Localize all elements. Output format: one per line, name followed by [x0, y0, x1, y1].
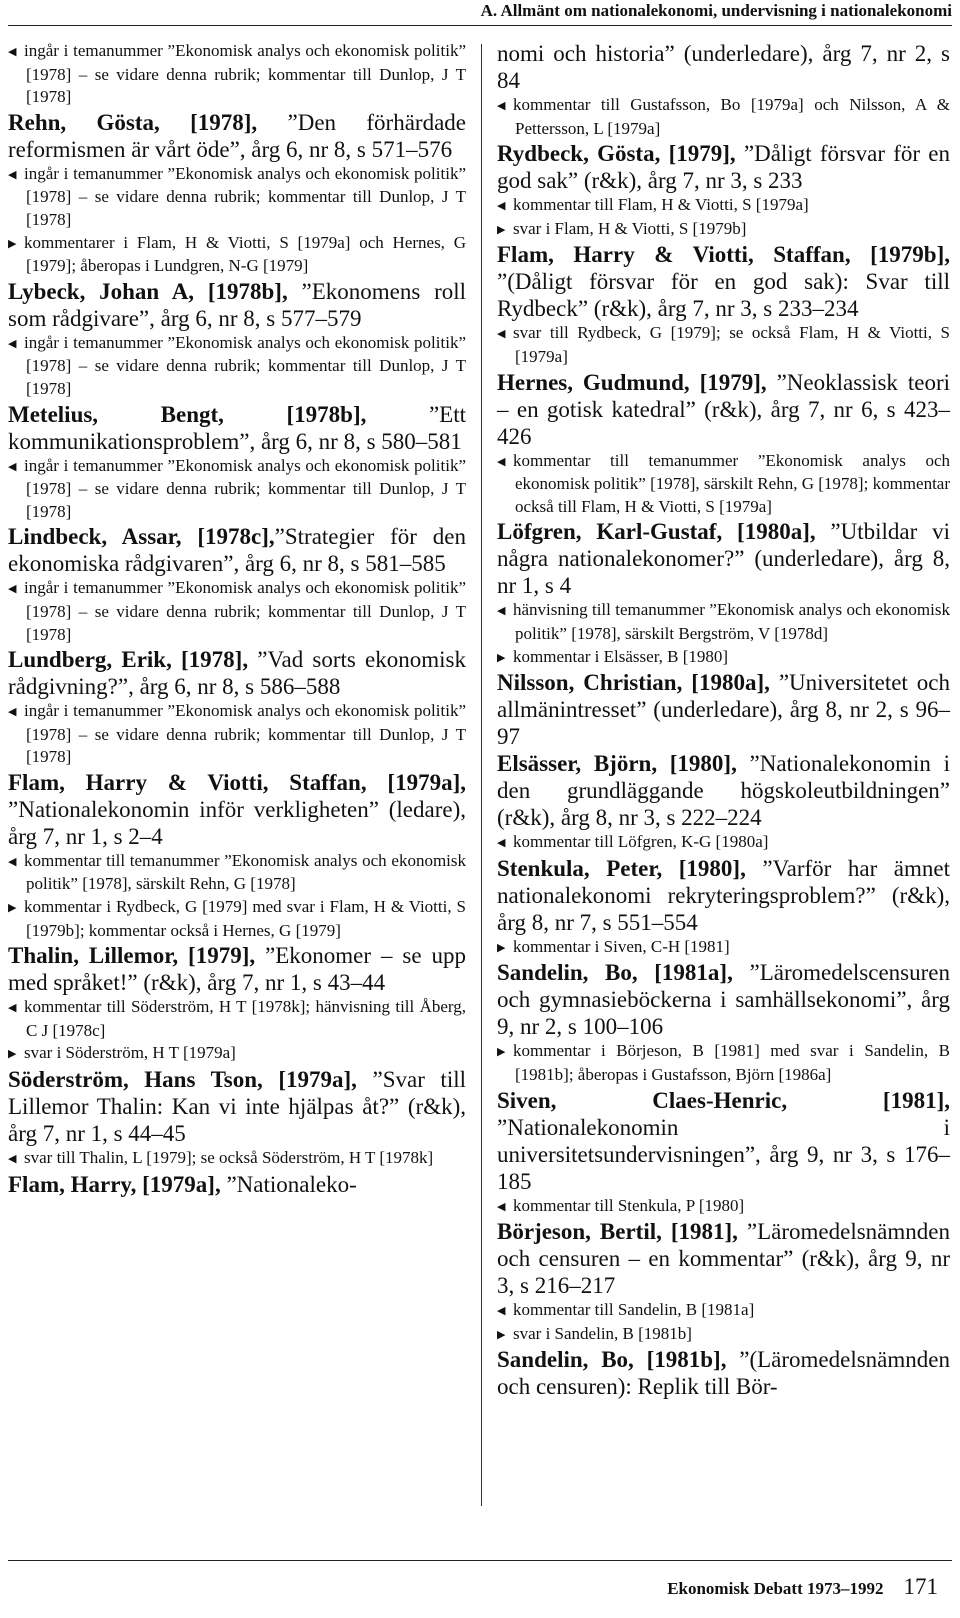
note-text: ingår i temanummer ”Ekonomisk analys och ekonomisk politik” [1978] – se vidare denna rubrik; kommentar till Dunlop, J T [1978]	[24, 701, 466, 767]
triangle-right-icon: ▶	[8, 237, 17, 250]
entry-note	[8, 700, 466, 769]
page-number: 171	[903, 1574, 938, 1599]
entry-author: Löfgren, Karl-Gustaf, [1980a],	[497, 519, 816, 545]
entry-note	[8, 1042, 466, 1066]
bibliography-entry	[8, 1066, 466, 1171]
bibliography-entry	[8, 646, 466, 769]
column-divider	[481, 44, 482, 1506]
entry-citation	[8, 109, 466, 163]
section-header: A. Allmänt om nationalekonomi, undervisning i nationalekonomi	[480, 1, 952, 20]
entry-note	[497, 936, 950, 960]
triangle-left-icon: ◀	[497, 1200, 506, 1213]
entry-title: ”Universitetet och allmänintresset” (underledare), årg 8, nr 2, s 96–97	[497, 670, 950, 750]
entry-author: Lindbeck, Assar, [1978c],	[8, 524, 275, 550]
triangle-left-icon: ◀	[8, 168, 17, 181]
entry-title: ”Strategier för den ekonomiska rådgivaren”, årg 6, nr 8, s 581–585	[8, 524, 466, 577]
bibliography-entry	[8, 401, 466, 524]
entry-title: ”Varför har ämnet nationalekonomi rekryteringsproblem?” (r&k), årg 8, nr 7, s 551–554	[497, 855, 950, 935]
note-text: hänvisning till temanummer ”Ekonomisk analys och ekonomisk politik” [1978], särskilt Bergström, V [1978d]	[513, 600, 950, 643]
triangle-left-icon: ◀	[497, 328, 506, 341]
note-text: kommentar i Börjeson, B [1981] med svar i Sandelin, B [1981b]; åberopas i Gustafsson, Björn [1986a]	[513, 1041, 950, 1084]
bibliography-entry	[8, 523, 466, 646]
entry-citation	[8, 769, 466, 850]
entry-note	[8, 850, 466, 896]
entry-note	[497, 1195, 950, 1219]
entry-citation	[8, 1066, 466, 1147]
triangle-left-icon: ◀	[497, 837, 506, 850]
entry-title: ”Nationalekonomin inför verkligheten” (ledare), årg 7, nr 1, s 2–4	[8, 796, 466, 849]
entry-citation	[8, 401, 466, 455]
entry-author: Flam, Harry, [1979a],	[8, 1171, 221, 1197]
entry-note	[8, 1147, 466, 1171]
note-text: kommentar till Sandelin, B [1981a]	[513, 1300, 755, 1320]
note-text: kommentarer i Flam, H & Viotti, S [1979a] och Hernes, G [1979]; åberopas i Lundgren, N-G [1979]	[24, 232, 466, 276]
note-text: kommentar till Söderström, H T [1978k]; hänvisning till Åberg, C J [1978c]	[24, 997, 466, 1040]
note-text: kommentar till Flam, H & Viotti, S [1979a]	[513, 195, 809, 215]
journal-title: Ekonomisk Debatt 1973–1992	[667, 1579, 884, 1598]
entry-note	[8, 232, 466, 278]
entry-note	[8, 996, 466, 1042]
entry-title: ”Nationalekonomin i den grundläggande högskoleutbildningen” (r&k), årg 8, nr 3, s 222–224	[497, 751, 950, 831]
entry-note	[497, 450, 950, 519]
note-text: kommentar till temanummer ”Ekonomisk analys och ekonomisk politik” [1978], särskilt Rehn, G [1978]	[24, 850, 466, 894]
note-text: kommentar i Siven, C-H [1981]	[513, 936, 730, 956]
note-text: ingår i temanummer ”Ekonomisk analys och ekonomisk politik” [1978] – se vidare denna rubrik; kommentar till Dunlop, J T [1978]	[24, 578, 466, 644]
triangle-left-icon: ◀	[8, 460, 17, 473]
note-text: svar i Flam, H & Viotti, S [1979b]	[513, 218, 747, 238]
triangle-left-icon: ◀	[8, 706, 17, 719]
note-text: kommentar till Löfgren, K-G [1980a]	[513, 832, 769, 852]
entry-citation	[8, 942, 466, 996]
bibliography-entry	[8, 40, 466, 109]
entry-note	[497, 599, 950, 645]
triangle-left-icon: ◀	[8, 583, 17, 596]
note-text: svar till Rydbeck, G [1979]; se också Flam, H & Viotti, S [1979a]	[513, 323, 950, 366]
entry-citation	[497, 669, 950, 750]
entry-note	[8, 455, 466, 524]
bibliography-entry	[497, 1346, 950, 1400]
bibliography-entry	[8, 769, 466, 942]
entry-citation	[497, 518, 950, 599]
note-text: kommentar i Rydbeck, G [1979] med svar i Flam, H & Viotti, S [1979b]; kommentar också i Hernes, G [1979]	[24, 897, 466, 940]
entry-note	[8, 40, 466, 109]
entry-author: Börjeson, Bertil, [1981],	[497, 1219, 738, 1245]
right-column	[497, 40, 950, 1400]
entry-title: ”Vad sorts ekonomisk rådgivning?”, årg 6, nr 8, s 586–588	[8, 647, 466, 700]
triangle-right-icon: ▶	[497, 651, 506, 664]
entry-title: ”Nationalekonomin i universitetsundervisningen”, årg 9, nr 3, s 176–185	[497, 1114, 950, 1194]
note-text: kommentar till Gustafsson, Bo [1979a] och Nilsson, A & Pettersson, L [1979a]	[513, 95, 950, 138]
entry-author: Sandelin, Bo, [1981b],	[497, 1347, 727, 1373]
entry-author: Lybeck, Johan A, [1978b],	[8, 278, 288, 304]
entry-author: Thalin, Lillemor, [1979],	[8, 943, 256, 969]
entry-note	[497, 1299, 950, 1323]
triangle-right-icon: ▶	[8, 902, 17, 915]
note-text: svar till Thalin, L [1979]; se också Söderström, H T [1978k]	[24, 1148, 434, 1168]
left-column	[8, 40, 466, 1198]
entry-note	[497, 218, 950, 242]
page-footer	[667, 1574, 938, 1600]
triangle-left-icon: ◀	[497, 1305, 506, 1318]
entry-title: ”Läromedelsnämnden och censuren – en kommentar” (r&k), årg 9, nr 3, s 216–217	[497, 1219, 950, 1299]
bibliography-entry	[8, 1171, 466, 1198]
triangle-right-icon: ▶	[497, 223, 506, 236]
entry-note	[8, 896, 466, 942]
entry-citation	[8, 278, 466, 332]
entry-note	[8, 163, 466, 232]
entry-citation	[497, 1087, 950, 1195]
bibliography-entry	[497, 241, 950, 368]
footer-rule	[8, 1560, 952, 1561]
note-text: ingår i temanummer ”Ekonomisk analys och ekonomisk politik” [1978] – se vidare denna rubrik; kommentar till Dunlop, J T [1978]	[24, 163, 466, 229]
note-text: ingår i temanummer ”Ekonomisk analys och ekonomisk politik” [1978] – se vidare denna rubrik; kommentar till Dunlop, J T [1978]	[24, 455, 466, 521]
triangle-left-icon: ◀	[497, 455, 506, 468]
entry-title: ”Ekonomens roll som rådgivare”, årg 6, nr 8, s 577–579	[8, 278, 467, 331]
entry-note	[497, 322, 950, 368]
entry-title: ”Utbildar vi några nationalekonomer?” (underledare), årg 8, nr 1, s 4	[497, 519, 950, 599]
entry-author: Elsässer, Björn, [1980],	[497, 751, 737, 777]
bibliography-entry	[497, 750, 950, 855]
entry-title: ”Den förhärdade reformismen är vårt öde”, årg 6, nr 8, s 571–576	[8, 109, 466, 162]
entry-citation	[497, 1346, 950, 1400]
entry-author: Sandelin, Bo, [1981a],	[497, 960, 733, 986]
entry-citation	[497, 855, 950, 936]
entry-title: nomi och historia” (underledare), årg 7, nr 2, s 84	[497, 41, 950, 93]
entry-citation	[497, 1218, 950, 1299]
entry-author: Söderström, Hans Tson, [1979a],	[8, 1067, 357, 1093]
bibliography-entry	[497, 855, 950, 960]
entry-note	[497, 1040, 950, 1086]
entry-title: ”Ekonomer – se upp med språket!” (r&k), årg 7, nr 1, s 43–44	[8, 943, 466, 996]
entry-citation	[497, 40, 950, 94]
triangle-left-icon: ◀	[497, 605, 506, 618]
bibliography-entry	[497, 40, 950, 140]
bibliography-entry	[497, 369, 950, 519]
triangle-left-icon: ◀	[8, 1153, 17, 1166]
bibliography-entry	[497, 1218, 950, 1346]
entry-note	[8, 577, 466, 646]
entry-title: ”Dåligt försvar för en god sak” (r&k), årg 7, nr 3, s 233	[497, 141, 950, 194]
entry-note	[497, 646, 950, 670]
entry-author: Nilsson, Christian, [1980a],	[497, 670, 770, 696]
entry-note	[497, 94, 950, 140]
entry-author: Flam, Harry & Viotti, Staffan, [1979a],	[8, 769, 466, 795]
entry-author: Rehn, Gösta, [1978],	[8, 109, 258, 135]
entry-note	[497, 194, 950, 218]
entry-note	[497, 831, 950, 855]
note-text: svar i Söderström, H T [1979a]	[24, 1043, 236, 1063]
entry-author: Hernes, Gudmund, [1979],	[497, 369, 767, 395]
entry-citation	[497, 140, 950, 194]
triangle-left-icon: ◀	[8, 855, 17, 868]
note-text: kommentar till temanummer ”Ekonomisk analys och ekonomisk politik” [1978], särskilt Rehn, G [1978]; kommentar också till Flam, H & Viotti, S [1979a]	[513, 450, 950, 516]
bibliography-entry	[497, 518, 950, 669]
bibliography-entry	[497, 140, 950, 241]
entry-author: Lundberg, Erik, [1978],	[8, 647, 249, 673]
bibliography-entry	[497, 959, 950, 1086]
triangle-left-icon: ◀	[497, 100, 506, 112]
note-text: kommentar till Stenkula, P [1980]	[513, 1195, 745, 1215]
entry-citation	[497, 369, 950, 450]
entry-citation	[8, 523, 466, 577]
entry-author: Metelius, Bengt, [1978b],	[8, 401, 367, 427]
entry-author: Rydbeck, Gösta, [1979],	[497, 141, 736, 167]
entry-title: ”(Läromedelsnämnden och censuren): Replik till Bör-	[497, 1347, 950, 1400]
triangle-left-icon: ◀	[497, 200, 506, 213]
entry-title: ”Svar till Lillemor Thalin: Kan vi inte hjälpas åt?” (r&k), årg 7, nr 1, s 44–45	[8, 1067, 466, 1147]
entry-citation	[497, 959, 950, 1040]
entry-citation	[8, 1171, 466, 1198]
triangle-right-icon: ▶	[497, 1328, 506, 1341]
entry-author: Siven, Claes-Henric, [1981],	[497, 1087, 950, 1113]
triangle-left-icon: ◀	[8, 46, 17, 58]
entry-note	[497, 1323, 950, 1347]
triangle-left-icon: ◀	[8, 337, 17, 350]
bibliography-entry	[8, 278, 466, 401]
bibliography-entry	[497, 1087, 950, 1219]
entry-note	[8, 332, 466, 401]
entry-title: ”Ett kommunikationsproblem”, årg 6, nr 8, s 580–581	[8, 401, 466, 454]
note-text: kommentar i Elsässer, B [1980]	[513, 646, 729, 666]
entry-author: Stenkula, Peter, [1980],	[497, 855, 746, 881]
entry-title: ”Läromedelscensuren och gymnasieböckerna i samhällsekonomi”, årg 9, nr 2, s 100–106	[497, 960, 950, 1040]
bibliography-entry	[8, 942, 466, 1066]
note-text: ingår i temanummer ”Ekonomisk analys och ekonomisk politik” [1978] – se vidare denna rubrik; kommentar till Dunlop, J T [1978]	[24, 332, 466, 398]
entry-citation	[497, 750, 950, 831]
bibliography-entry	[8, 109, 466, 278]
triangle-left-icon: ◀	[8, 1002, 17, 1015]
entry-citation	[497, 241, 950, 322]
entry-citation	[8, 646, 466, 700]
entry-title: ”(Dåligt försvar för en god sak): Svar till Rydbeck” (r&k), årg 7, nr 3, s 233–234	[497, 269, 950, 322]
entry-author: Flam, Harry & Viotti, Staffan, [1979b],	[497, 242, 950, 268]
triangle-right-icon: ▶	[497, 1046, 506, 1059]
bibliography-entry	[497, 669, 950, 750]
header-rule	[8, 25, 952, 26]
triangle-right-icon: ▶	[8, 1048, 17, 1061]
entry-title: ”Nationaleko-	[220, 1171, 357, 1197]
triangle-right-icon: ▶	[497, 941, 506, 954]
note-text: svar i Sandelin, B [1981b]	[513, 1323, 692, 1343]
note-text: ingår i temanummer ”Ekonomisk analys och ekonomisk politik” [1978] – se vidare denna rubrik; kommentar till Dunlop, J T [1978]	[24, 41, 466, 107]
entry-title: ”Neoklassisk teori – en gotisk katedral” (r&k), årg 7, nr 6, s 423–426	[497, 369, 950, 449]
